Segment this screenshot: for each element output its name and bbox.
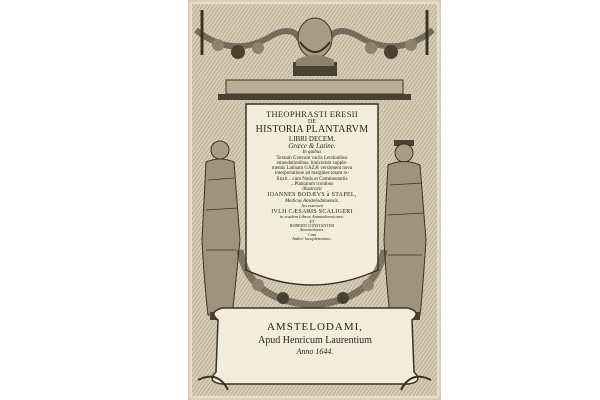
imprint-block (222, 318, 408, 378)
cum: Cum (308, 231, 316, 237)
left-figure (202, 141, 240, 320)
preposition-de: DE (308, 118, 316, 125)
body-line: emendationibus, hiulcorum supple- (276, 160, 348, 166)
body-line: Textum Græcum variis Lectionibus (276, 155, 348, 161)
title-block (248, 108, 376, 278)
accesserunt: Accesserunt (301, 202, 323, 208)
cornice (226, 80, 403, 94)
in-quibus: In quibus (302, 150, 322, 156)
body-line: ...Plantarum iconibus (290, 181, 334, 187)
work-title: HISTORIA PLANTARVM (255, 124, 369, 136)
editor-role: Medicus Amstelodamensis. (284, 198, 340, 204)
imprint-city: AMSTELODAMI, (266, 321, 364, 333)
imprint-publisher: Apud Henricum Laurentium (258, 334, 372, 346)
body-line: interpretatione ad margines totam re- (274, 171, 350, 177)
languages: Græce & Latine. (288, 142, 336, 151)
right-figure (384, 140, 426, 320)
scaliger-note: in eosdem Libros Animadversiones: (279, 213, 345, 219)
author-name: THEOPHRASTI ERESII (265, 109, 359, 119)
annotationes: Annotationes. (299, 227, 325, 233)
title-page (188, 0, 441, 400)
editor-name: IOANNES BODÆVS à STAPEL, (267, 192, 357, 199)
annotator-name: ROBERTI CONSTANTINI (289, 222, 335, 228)
body-line: finxit... cum Notis et Commentariis (276, 176, 348, 182)
scaliger-name: IVLII CÆSARIS SCALIGERI (271, 208, 353, 215)
body-line: mentis Latinam GAZÆ versionem nova (271, 166, 353, 172)
imprint-year: Anno 1644. (296, 347, 334, 357)
index-note: Indice locupletissimo. (292, 235, 332, 241)
conjunction-et: ET (309, 218, 315, 224)
books-count: LIBRI DECEM, (288, 134, 336, 143)
illustravit: illustravit (302, 187, 322, 193)
